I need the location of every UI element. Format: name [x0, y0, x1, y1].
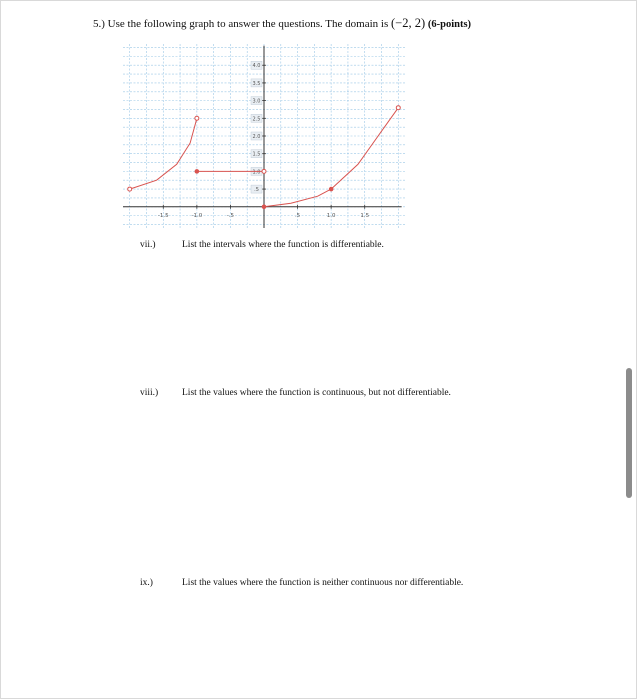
open-point	[396, 106, 400, 110]
subquestion-ix	[140, 578, 463, 588]
x-tick-label: 1.0	[326, 212, 336, 219]
y-tick-label: 2.0	[252, 134, 261, 140]
x-tick-label: -1.5	[157, 212, 169, 219]
y-tick-label: 4.0	[252, 63, 261, 70]
x-tick-label: -.5	[226, 212, 235, 219]
question-text: Use the following graph to answer the questions. The domain is	[107, 18, 389, 30]
question-number: 5.)	[93, 18, 105, 30]
subquestion-text: List the values where the function is continuous, but not differentiable.	[182, 388, 451, 398]
subquestion-numeral: viii.)	[140, 388, 159, 398]
y-tick-label: 1.0	[252, 169, 261, 176]
y-tick-label: .5	[254, 187, 259, 194]
open-point	[262, 169, 266, 173]
y-tick-label: 3.5	[252, 80, 261, 87]
graph-svg	[123, 44, 405, 228]
scrollbar-thumb[interactable]	[626, 368, 632, 498]
domain-interval: (−2, 2)	[390, 16, 426, 30]
open-point	[128, 187, 132, 191]
subquestion-text: List the intervals where the function is differentiable.	[182, 240, 384, 250]
x-tick-label: 1.5	[360, 212, 370, 219]
x-tick-label: -1.0	[191, 212, 203, 219]
subquestion-numeral: ix.)	[140, 578, 153, 588]
subquestion-numeral: vii.)	[140, 240, 156, 250]
closed-point	[262, 205, 266, 209]
x-tick-label: .5	[294, 212, 301, 219]
y-tick-label: 3.0	[252, 98, 261, 105]
closed-point	[329, 187, 333, 191]
subquestion-viii	[140, 388, 451, 398]
subquestion-vii	[140, 240, 384, 250]
points-label: (6-points)	[427, 19, 472, 30]
open-point	[195, 116, 199, 120]
graph	[123, 44, 405, 228]
question-header	[93, 16, 471, 31]
curve-piece-4	[331, 108, 398, 189]
y-tick-label: 2.5	[252, 116, 261, 123]
closed-point	[195, 169, 199, 173]
y-tick-label: 1.5	[252, 151, 261, 158]
subquestion-text: List the values where the function is neither continuous nor differentiable.	[182, 578, 464, 588]
